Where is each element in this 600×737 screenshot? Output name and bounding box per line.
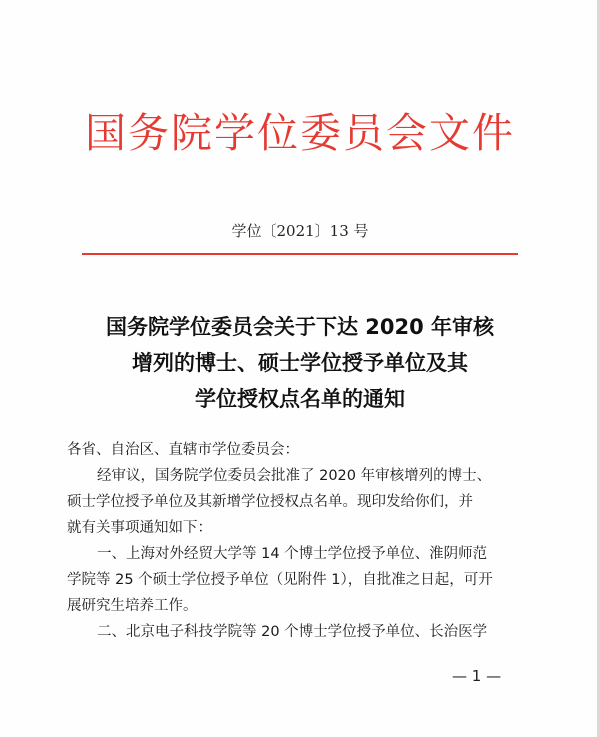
notice-body [67, 437, 537, 645]
body-line: 一、上海对外经贸大学等 14 个博士学位授予单位、淮阴师范 [97, 546, 488, 562]
document-number: 学位〔2021〕13 号 [231, 222, 369, 240]
salutation: 各省、自治区、直辖市学位委员会： [67, 442, 299, 458]
page-number: — 1 — [452, 667, 502, 685]
red-divider-line [82, 253, 518, 255]
body-line: 就有关事项通知如下： [67, 520, 212, 536]
body-line: 二、北京电子科技学院等 20 个博士学位授予单位、长治医学 [97, 624, 488, 640]
notice-title-line: 增列的博士、硕士学位授予单位及其 [132, 351, 468, 375]
body-line: 学院等 25 个硕士学位授予单位（见附件 1），自批准之日起，可开 [67, 572, 493, 588]
notice-title-line: 国务院学位委员会关于下达 2020 年审核 [105, 315, 495, 339]
notice-title-line: 学位授权点名单的通知 [195, 387, 405, 411]
document-header-title: 国务院学位委员会文件 [85, 109, 515, 157]
notice-title [0, 309, 600, 417]
body-line: 硕士学位授予单位及其新增学位授权点名单。现印发给你们，并 [67, 494, 473, 510]
body-line: 经审议，国务院学位委员会批准了 2020 年审核增列的博士、 [97, 468, 492, 484]
body-line: 展研究生培养工作。 [67, 598, 198, 614]
